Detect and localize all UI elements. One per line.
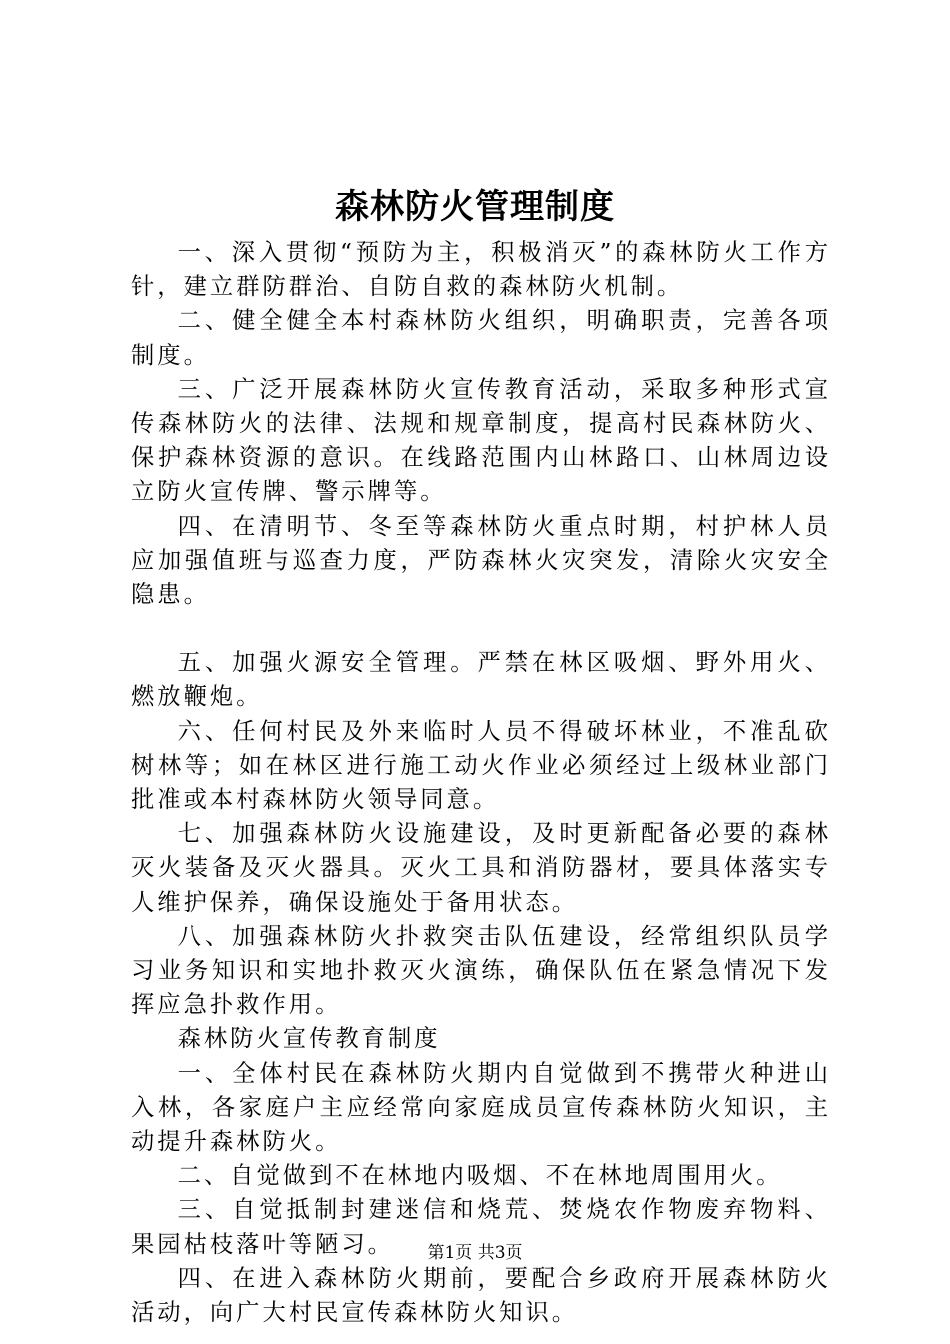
paragraph-1: 一、深入贯彻“预防为主，积极消灭”的森林防火工作方针，建立群防群治、自防自救的森林防火机制。 bbox=[131, 239, 831, 301]
paragraph-8: 八、加强森林防火扑救突击队伍建设，经常组织队员学习业务知识和实地扑救灭火演练，确保队伍在紧急情况下发挥应急扑救作用。 bbox=[131, 922, 831, 1019]
page-number-footer: 第1页 共3页 bbox=[427, 1243, 523, 1263]
paragraph-3: 三、广泛开展森林防火宣传教育活动，采取多种形式宣传森林防火的法律、法规和规章制度，提高村民森林防火、保护森林资源的意识。在线路范围内山林路口、山林周边设立防火宣传牌、警示牌等。 bbox=[131, 375, 831, 506]
paragraph-12: 四、在进入森林防火期前，要配合乡政府开展森林防火活动，向广大村民宣传森林防火知识。 bbox=[131, 1264, 831, 1327]
paragraph-11: 三、自觉抵制封建迷信和烧荒、焚烧农作物废弃物料、果园枯枝落叶等陋习。 bbox=[131, 1196, 831, 1258]
paragraph-4: 四、在清明节、冬至等森林防火重点时期，村护林人员应加强值班与巡查力度，严防森林火灾突发，清除火灾安全隐患。 bbox=[131, 512, 831, 609]
paragraph-7: 七、加强森林防火设施建设，及时更新配备必要的森林灭火装备及灭火器具。灭火工具和消防器材，要具体落实专人维护保养，确保设施处于备用状态。 bbox=[131, 820, 831, 916]
paragraph-2: 二、健全健全本村森林防火组织，明确职责，完善各项制度。 bbox=[131, 307, 831, 369]
paragraph-5: 五、加强火源安全管理。严禁在林区吸烟、野外用火、燃放鞭炮。 bbox=[131, 649, 831, 711]
paragraph-6: 六、任何村民及外来临时人员不得破坏林业，不准乱砍树林等；如在林区进行施工动火作业必须经过上级林业部门批准或本村森林防火领导同意。 bbox=[131, 717, 831, 814]
section-heading: 森林防火宣传教育制度 bbox=[177, 1025, 441, 1053]
paragraph-10: 二、自觉做到不在林地内吸烟、不在林地周围用火。 bbox=[177, 1162, 783, 1190]
document-body bbox=[131, 236, 831, 1330]
paragraph-9: 一、全体村民在森林防火期内自觉做到不携带火种进山入林，各家庭户主应经常向家庭成员宣传森林防火知识，主动提升森林防火。 bbox=[131, 1059, 831, 1156]
document-title: 森林防火管理制度 bbox=[335, 187, 615, 227]
